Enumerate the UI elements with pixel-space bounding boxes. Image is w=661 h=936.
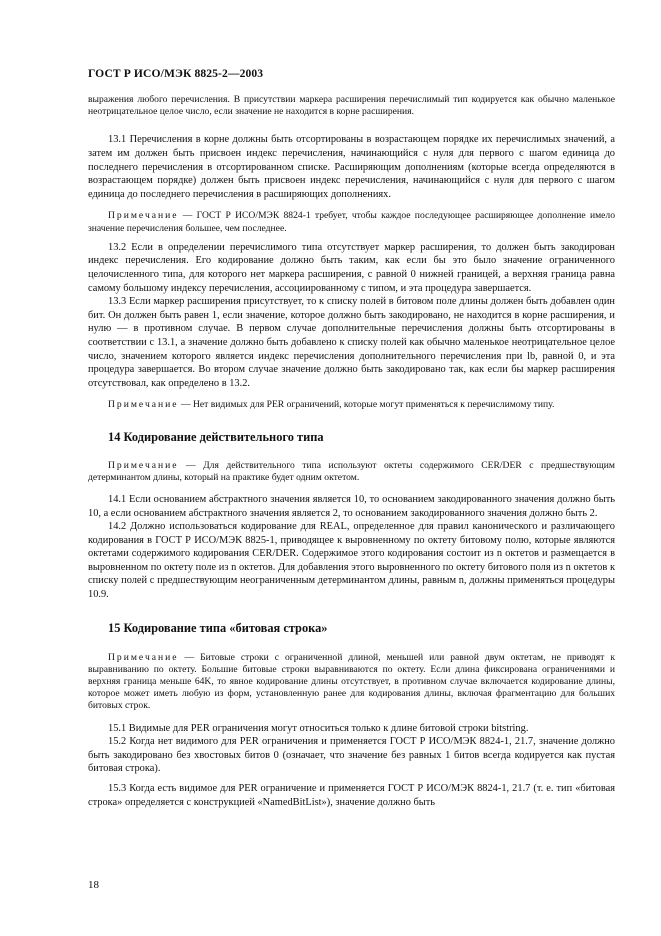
paragraph-15-2: 15.2 Когда нет видимого для PER ограничения и применяется ГОСТ Р ИСО/МЭК 8824-1, 21.7, значение должно быть закодировано без хвостовых битов 0 (означает, что значение без равных 1 битов всегда кодируется как пустая битовая строка). <box>88 736 615 775</box>
paragraph-15-3: 15.3 Когда есть видимое для PER ограничение и применяется ГОСТ Р ИСО/МЭК 8824-1, 21.7 (т. е. тип «битовая строка» определяется с конструкцией «NamedBitList»), значение должно быть <box>88 783 615 808</box>
page-content <box>88 94 615 809</box>
note-label: Примечание <box>108 399 179 411</box>
note-text: — Для действительного типа используют октеты содержимого CER/DER с предшествующим детерминантом длины, который на практике будет одним октетом. <box>88 459 615 483</box>
continuation-paragraph: выражения любого перечисления. В присутствии маркера расширения перечислимый тип кодируется как обычно маленькое неотрицательное целое число, если значение не находится в корне расширения. <box>88 94 615 118</box>
note-label: Примечание <box>108 210 179 222</box>
note-text: — ГОСТ Р ИСО/МЭК 8824-1 требует, чтобы каждое последующее расширяющее дополнение имело значение перечисления большее, чем последнее. <box>88 210 615 234</box>
paragraph-13-2: 13.2 Если в определении перечислимого типа отсутствует маркер расширения, то должен быть закодирован индекс перечисления. Его кодирование должно быть таким, как если бы это было значение ограниченного целочисленного типа, для которого нет маркера расширения, с равной 0 нижней границей, а верхняя граница равна самому большому индексу перечисления, ассоциированному с типом, и эта процедура завершается. <box>88 241 615 294</box>
note-13-3 <box>88 399 615 411</box>
note-13-1 <box>88 210 615 234</box>
paragraph-13-3: 13.3 Если маркер расширения присутствует, то к списку полей в битовом поле длины должен быть добавлен один бит. Он должен быть равен 1, если значение, которое должно быть закодировано, не находится в корне расширения, и нулю — в противном случае. В первом случае дополнительные перечисления должны быть отсортированы в соответствии с 13.1, а значение должно быть добавлено к списку полей как обычно маленькое неотрицательное целое число, значением которого является индекс перечисления дополнительного перечисления при lb, равной 0, и эта процедура завершается. Во втором случае значение должно быть закодировано так, как если бы маркер расширения отсутствовал, как определено в 13.2. <box>88 296 615 389</box>
note-14 <box>88 460 615 484</box>
note-text: — Битовые строки с ограниченной длиной, меньшей или равной двум октетам, не приводят к выравниванию по октету. Большие битовые строки выравниваются по октету. Если длина фиксирована ограничениями и верхняя граница меньше 64K, то явное кодирование длины отсутствует, в противном случае включается кодирование длины, которое может иметь любую из форм, установленную ранее для кодирования длины, включая фрагментацию для больших битовых строк. <box>88 651 615 712</box>
page-number: 18 <box>88 879 99 891</box>
note-label: Примечание <box>108 459 179 471</box>
section-15-heading: 15 Кодирование типа «битовая строка» <box>108 620 328 635</box>
note-text: — Нет видимых для PER ограничений, которые могут применяться к перечислимому типу. <box>178 399 555 411</box>
note-label: Примечание <box>108 651 179 663</box>
document-header: ГОСТ Р ИСО/МЭК 8825-2—2003 <box>88 67 264 80</box>
note-15 <box>88 652 615 713</box>
paragraph-15-1: 15.1 Видимые для PER ограничения могут относиться только к длине битовой строки bitstring. <box>108 722 529 734</box>
paragraph-13-1: 13.1 Перечисления в корне должны быть отсортированы в возрастающем порядке их перечислимых значений, а затем им должен быть присвоен индекс перечисления, начинающийся с нуля для первого с шагом единица до последнего перечисления в отсортированном списке. Расширяющим дополнениям (которые всегда определяются в возрастающем порядке) должен быть присвоен индекс перечисления, начинающийся с нуля для первого с шагом единица до последнего перечисления в расширяющих дополнениях. <box>88 134 615 200</box>
paragraph-14-1: 14.1 Если основанием абстрактного значения является 10, то основанием закодированного значения должно быть 10, а если основанием абстрактного значения является 2, то основанием закодированного значения должно быть 2. <box>88 493 615 519</box>
paragraph-14-2: 14.2 Должно использоваться кодирование для REAL, определенное для правил канонического и различающего кодирования в ГОСТ Р ИСО/МЭК 8825-1, приводящее к выровненному по октету битовому полю, которые являются октетами содержимого кодирования CER/DER. Содержимое этого кодирования состоит из n октетов и размещается в выровненном по октету поле из n октетов. Для добавления этого выровненного по октету битового поля из n октетов к списку полей с предшествующим неограниченным детерминантом длины, равным n, должны применяться процедуры 10.9. <box>88 521 615 601</box>
section-14-heading: 14 Кодирование действительного типа <box>108 429 324 444</box>
